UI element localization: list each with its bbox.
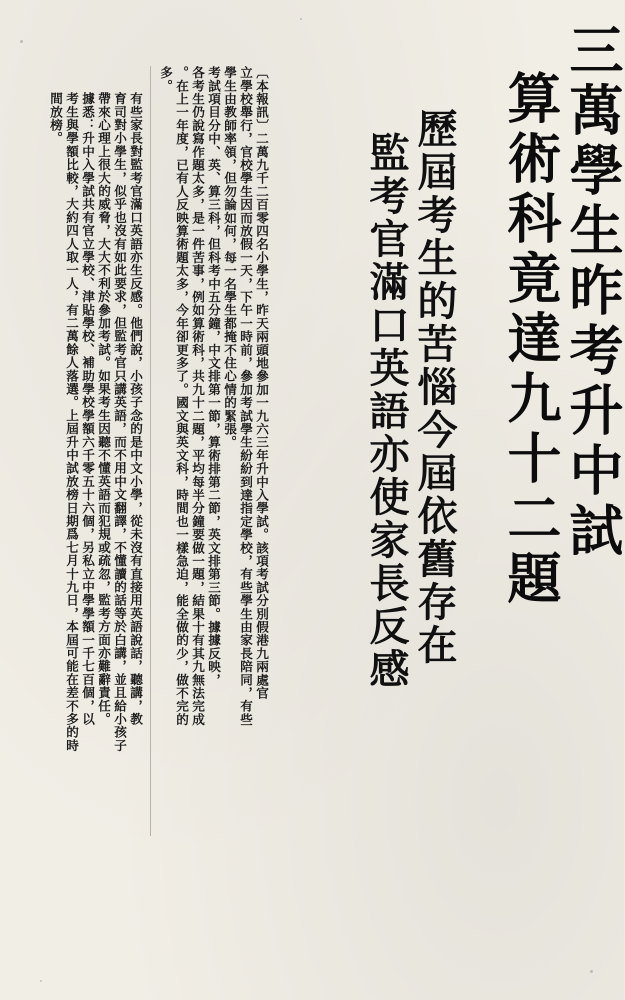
article-line-13: 間放榜。 (48, 92, 63, 145)
ink-speck (40, 980, 42, 982)
article-line-10: 帶來心理上很大的威脅，大大不利於參加考試。如果考生因聽不懂英語而犯規或疏忽，監考方面亦難辭責任。 (96, 92, 111, 726)
article-line-12: 考生與學額比較，大約四人取一人，有二萬餘人落選。上屆升中試放榜日期爲七月十九日，本屆可能在差不多的時 (64, 92, 79, 752)
ink-speck (590, 970, 593, 973)
column-divider (150, 66, 151, 836)
article-line-8: 有些家長對監考官滿口英語亦生反感。他們說，小孩子念的是中文小學，從未沒有直接用英語說話，聽講，教 (128, 92, 143, 726)
ink-speck (20, 40, 23, 43)
article-line-9: 育司對小學生，似乎也沒有如此要求，但監考官只講英語，而不用中文翻譯，不懂讀的話等於白講，並且給小孩子 (112, 92, 127, 752)
article-line-5: 各考生仍說寫作題太多，是一件苦事，例如算術科，共九十二題，平均每半分鐘要做一題，結果十有其九無法完成 (190, 66, 205, 726)
article-line-3: 學生由教師率領，但勿論如何，每一名學生都掩不住心情的緊張。 (222, 66, 237, 449)
headline-sub-line-2: 監考官滿口英語亦使家長反感 (363, 132, 410, 691)
article-line-7: 多。 (158, 66, 173, 93)
article-line-11: 據悉：升中入學試共有官立學校、津貼學校、補助學校學額六千零五十六個，另私立中學學額一千七百個，以 (80, 92, 95, 726)
headline-main-line-1: 三萬學生昨考升中試 (561, 22, 625, 562)
ink-speck (300, 18, 302, 20)
headline-sub-line-1: 歷屆考生的苦惱今屆依舊存在 (411, 108, 458, 667)
article-line-4: 考試項目分中、英、算三科，但科考中五分鐘，中文排第一節，算術排第二節，英文排第三節。據據反映， (206, 66, 221, 687)
article-line-1: 〔本報訊〕二萬九千二百零四名小學生，昨天兩頭地參加一九六三年升中入學試。該項考試分別假港九兩處官 (254, 66, 269, 700)
headline-main-line-2: 算術科竟達九十二題 (499, 70, 563, 610)
article-line-6: 。在上一年度，已有人反映算術題太多，今年卻更多了。國文與英文科，時間也一樣急迫，能全做的少，做不完的 (174, 66, 189, 726)
article-line-2: 立學校舉行，官校學生因而放假一天，下午一時前，參加考試學生紛紛到達指定學校，有些學生由家長陪同，有些 (238, 66, 253, 726)
